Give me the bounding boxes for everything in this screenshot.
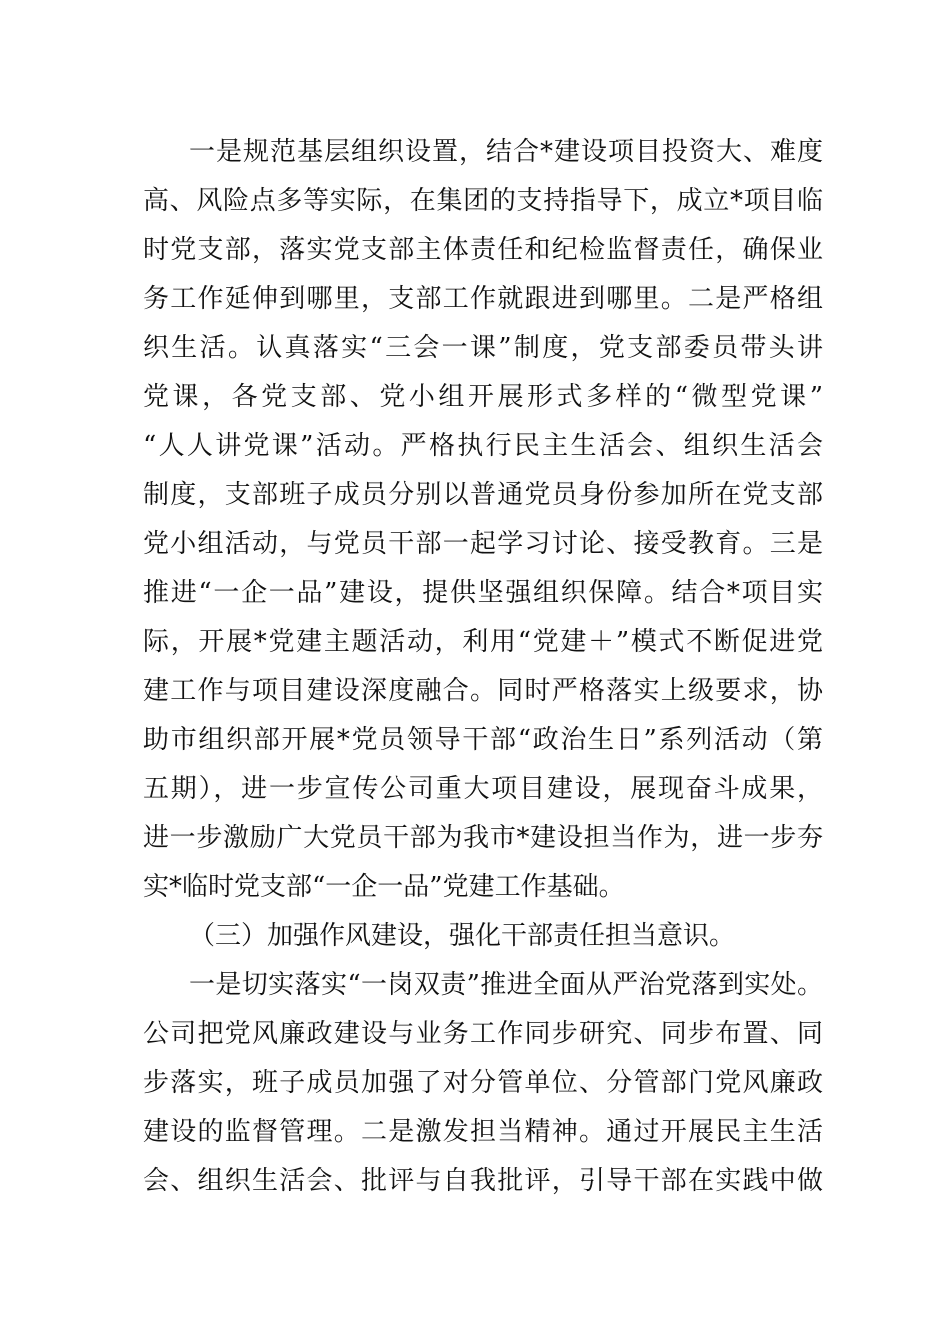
paragraph-line: 务工作延伸到哪里，支部工作就跟进到哪里。二是严格组 xyxy=(143,284,823,314)
paragraph-line: 实*临时党支部“一企一品”党建工作基础。 xyxy=(143,872,625,902)
paragraph-line: 建设的监督管理。二是激发担当精神。通过开展民主生活 xyxy=(143,1117,823,1147)
paragraph-line: 党课，各党支部、党小组开展形式多样的“微型党课” xyxy=(143,382,823,412)
paragraph-line: 会、组织生活会、批评与自我批评，引导干部在实践中做 xyxy=(143,1166,823,1196)
paragraph-line: 织生活。认真落实“三会一课”制度，党支部委员带头讲 xyxy=(143,333,823,363)
paragraph-line: 高、风险点多等实际，在集团的支持指导下，成立*项目临 xyxy=(143,186,823,216)
section-heading: （三）加强作风建设，强化干部责任担当意识。 xyxy=(189,921,736,951)
paragraph-line: 一是切实落实“一岗双责”推进全面从严治党落到实处。 xyxy=(189,970,823,1000)
paragraph-line: 五期），进一步宣传公司重大项目建设，展现奋斗成果， xyxy=(143,774,823,804)
paragraph-line: “人人讲党课”活动。严格执行民主生活会、组织生活会 xyxy=(143,431,823,461)
paragraph-line: 推进“一企一品”建设，提供坚强组织保障。结合*项目实 xyxy=(143,578,823,608)
paragraph-line: 助市组织部开展*党员领导干部“政治生日”系列活动（第 xyxy=(143,725,823,755)
paragraph-line: 际，开展*党建主题活动，利用“党建＋”模式不断促进党 xyxy=(143,627,823,657)
paragraph-line: 建工作与项目建设深度融合。同时严格落实上级要求，协 xyxy=(143,676,823,706)
paragraph-line: 步落实，班子成员加强了对分管单位、分管部门党风廉政 xyxy=(143,1068,823,1098)
paragraph-line: 一是规范基层组织设置，结合*建设项目投资大、难度 xyxy=(189,137,823,167)
paragraph-line: 公司把党风廉政建设与业务工作同步研究、同步布置、同 xyxy=(143,1019,823,1049)
paragraph-line: 进一步激励广大党员干部为我市*建设担当作为，进一步夯 xyxy=(143,823,823,853)
paragraph-line: 制度，支部班子成员分别以普通党员身份参加所在党支部 xyxy=(143,480,823,510)
paragraph-line: 时党支部，落实党支部主体责任和纪检监督责任，确保业 xyxy=(143,235,823,265)
paragraph-line: 党小组活动，与党员干部一起学习讨论、接受教育。三是 xyxy=(143,529,823,559)
